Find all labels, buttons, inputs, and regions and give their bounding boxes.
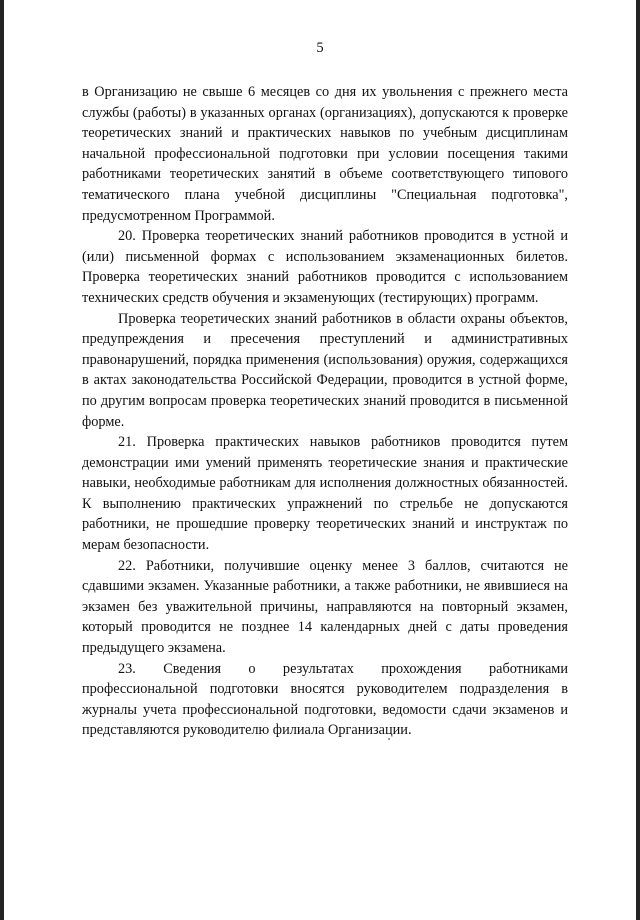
scan-edge-left [0, 0, 4, 920]
scan-speck [388, 738, 390, 740]
paragraph-item-22: 22. Работники, получившие оценку менее 3 баллов, считаются не сдавшими экзамен. Указанные работники, а также работники, не явившиеся на экзамен без уважительной причины, направляются на повторный экзамен, который проводится не позднее 14 календарных дней с даты проведения предыдущего экзамена. [82, 557, 568, 657]
page-number: 5 [316, 40, 324, 56]
document-body [82, 82, 568, 741]
paragraph-item-20: 20. Проверка теоретических знаний работников проводится в устной и (или) письменной формах с использованием экзаменационных билетов. Проверка теоретических знаний работников проводится с использованием технических средств обучения и экзаменующих (тестирующих) программ. [82, 228, 568, 306]
paragraph-theory-check: Проверка теоретических знаний работников в области охраны объектов, предупреждения и пресечения преступлений и административных правонарушений, порядка применения (использования) оружия, содержащихся в актах законодательства Российской Федерации, проводится в устной форме, по другим вопросам проверка теоретических знаний проводится в письменной форме. [82, 310, 568, 430]
scan-edge-right [636, 0, 640, 920]
paragraph-item-21: 21. Проверка практических навыков работников проводится путем демонстрации ими умений применять теоретические знания и практические навыки, необходимые работникам для исполнения должностных обязанностей. К выполнению практических упражнений по стрельбе не допускаются работники, не прошедшие проверку теоретических знаний и инструктаж по мерам безопасности. [82, 434, 568, 554]
paragraph-continuation: в Организацию не свыше 6 месяцев со дня их увольнения с прежнего места службы (работы) в указанных органах (организациях), допускаются к проверке теоретических знаний и практических навыков по учебным дисциплинам начальной профессиональной подготовки при условии посещения такими работниками теоретических занятий в объеме соответствующего типового тематического плана учебной дисциплины "Специальная подготовка", предусмотренном Программой. [82, 84, 568, 224]
paragraph-item-23: 23. Сведения о результатах прохождения работниками профессиональной подготовки вносятся руководителем подразделения в журналы учета профессиональной подготовки, ведомости сдачи экзаменов и представляются руководителю филиала Организации. [82, 660, 568, 739]
